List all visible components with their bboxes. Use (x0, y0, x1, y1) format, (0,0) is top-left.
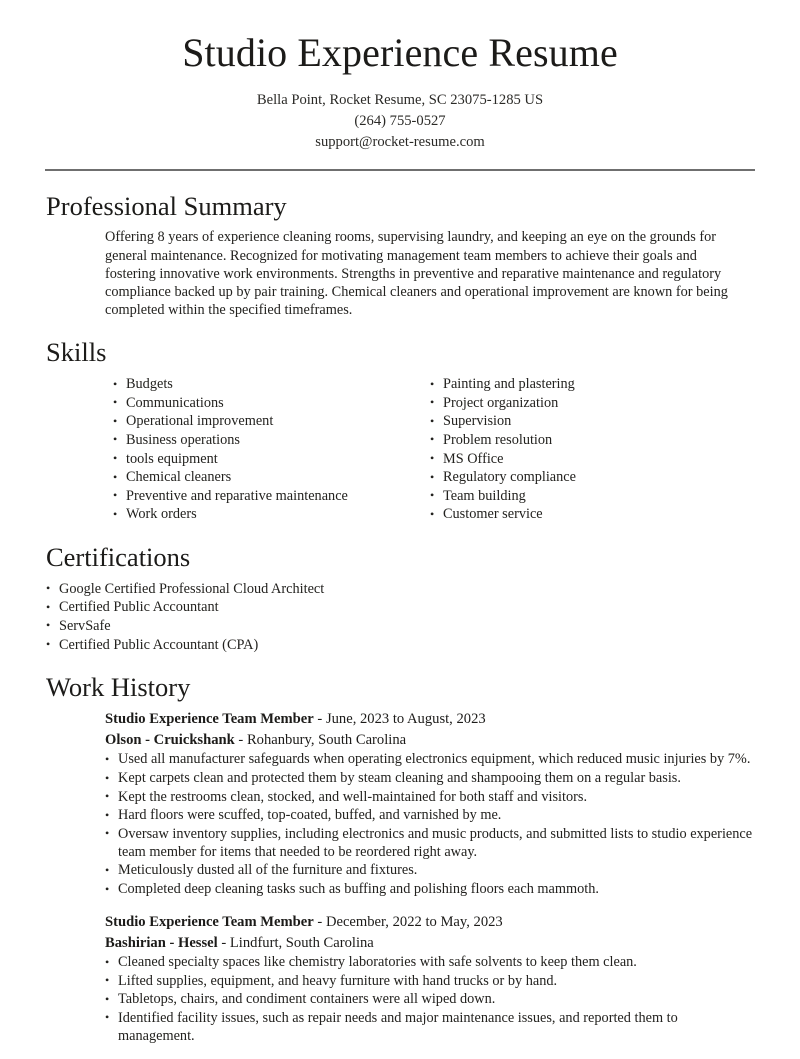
work-history-entry (105, 709, 755, 898)
contact-email: support@rocket-resume.com (315, 133, 485, 150)
job-separator: - (313, 711, 326, 728)
job-separator: - (217, 934, 230, 951)
job-bullet: • Identified facility issues, such as repair needs and major maintenance issues, and reported them to management. (105, 1009, 755, 1045)
job-bullet: • Lifted supplies, equipment, and heavy furniture with hand trucks or by hand. (105, 972, 755, 990)
job-position: Studio Experience Team Member (105, 711, 314, 728)
job-location: Rohanbury, South Carolina (246, 731, 407, 748)
certification-item: • Certified Public Accountant (CPA) (46, 636, 755, 654)
job-bullet-list (105, 750, 755, 898)
job-bullet: • Kept the restrooms clean, stocked, and well-maintained for both staff and visitors. (105, 788, 755, 806)
job-company: Olson - Cruickshank (105, 731, 235, 748)
job-bullet: • Hard floors were scuffed, top-coated, buffed, and varnished by me. (105, 806, 755, 824)
skill-item: • Regulatory compliance (430, 468, 747, 486)
section-title-certifications: Certifications (46, 541, 191, 572)
job-location: Lindfurt, South Carolina (229, 934, 374, 951)
skill-item: • Communications (113, 394, 430, 412)
section-title-summary: Professional Summary (46, 190, 287, 221)
skill-item: • Problem resolution (430, 431, 747, 449)
section-work-history (0, 672, 800, 1046)
section-title-work-history: Work History (46, 671, 191, 702)
skill-item: • Preventive and reparative maintenance (113, 487, 430, 505)
job-bullet: • Oversaw inventory supplies, including electronics and music products, and submitted lists to studio experience team member for items that needed to be reordered right away. (105, 825, 755, 861)
skill-item: • Team building (430, 487, 747, 505)
job-company: Bashirian - Hessel (105, 934, 218, 951)
job-separator: - (313, 914, 326, 931)
section-certifications (0, 542, 800, 654)
section-skills (0, 337, 800, 524)
job-bullet: • Used all manufacturer safeguards when operating electronics equipment, which reduced music injuries by 7%. (105, 750, 755, 768)
job-bullet: • Tabletops, chairs, and condiment containers were all wiped down. (105, 990, 755, 1008)
certifications-list (46, 580, 755, 654)
skill-item: • MS Office (430, 450, 747, 468)
skill-item: • Budgets (113, 375, 430, 393)
skill-item: • Business operations (113, 431, 430, 449)
job-dates: December, 2022 to May, 2023 (325, 914, 503, 931)
skills-columns (113, 375, 755, 524)
certification-item: • Certified Public Accountant (46, 598, 755, 616)
section-title-skills: Skills (46, 337, 107, 368)
summary-paragraph: Offering 8 years of experience cleaning rooms, supervising laundry, and keeping an eye on the grounds for general maintenance. Recognized for motivating management team members to achieve their goals and fostering innovative work environments. Strengths in preventive and reparative maintenance and regulatory compliance backed up by pair training. Chemical cleaners and operational improvement are known for being completed within the specified timeframes. (105, 229, 728, 319)
job-title-line (105, 912, 755, 933)
contact-phone: (264) 755-0527 (354, 112, 446, 129)
skills-list-right (430, 375, 747, 524)
skill-item: • Painting and plastering (430, 375, 747, 393)
job-separator: - (234, 731, 247, 748)
work-history-entry (105, 912, 755, 1045)
skill-item: • Operational improvement (113, 412, 430, 430)
job-title-line (105, 709, 755, 730)
skill-item: • tools equipment (113, 450, 430, 468)
skill-item: • Supervision (430, 412, 747, 430)
section-professional-summary (0, 191, 800, 320)
job-dates: June, 2023 to August, 2023 (325, 711, 486, 728)
work-history-entries (105, 709, 755, 1045)
resume-header (0, 0, 800, 171)
skills-list-left (113, 375, 430, 524)
skill-item: • Customer service (430, 505, 747, 523)
skill-item: • Work orders (113, 505, 430, 523)
header-divider (45, 169, 755, 171)
skill-item: • Project organization (430, 394, 747, 412)
job-bullet: • Cleaned specialty spaces like chemistry laboratories with safe solvents to keep them clean. (105, 953, 755, 971)
job-bullet: • Kept carpets clean and protected them by steam cleaning and shampooing them on a regular basis. (105, 769, 755, 787)
job-bullet: • Meticulously dusted all of the furniture and fixtures. (105, 861, 755, 879)
job-bullet-list (105, 953, 755, 1045)
contact-address: Bella Point, Rocket Resume, SC 23075-1285 US (256, 91, 544, 108)
page-title: Studio Experience Resume (182, 30, 618, 75)
job-position: Studio Experience Team Member (105, 914, 314, 931)
job-bullet: • Completed deep cleaning tasks such as buffing and polishing floors each mammoth. (105, 880, 755, 898)
certification-item: • Google Certified Professional Cloud Architect (46, 580, 755, 598)
job-company-line (105, 933, 755, 954)
job-company-line (105, 730, 755, 751)
skill-item: • Chemical cleaners (113, 468, 430, 486)
certification-item: • ServSafe (46, 617, 755, 635)
